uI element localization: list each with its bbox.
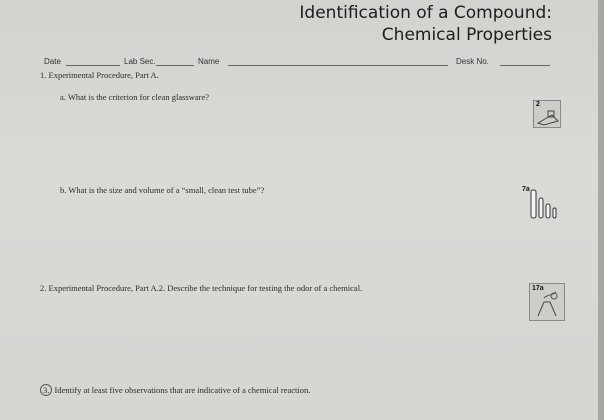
question-3-number: 3. [40,384,52,396]
date-label: Date [44,57,61,66]
odor-test-drawing [530,284,564,320]
test-tube-icon-number: 7a [522,186,530,193]
desk-label: Desk No. [456,57,489,66]
glassware-icon-number: 2 [536,101,540,108]
lab-sec-label: Lab Sec. [124,57,156,66]
glassware-drawing [534,101,560,127]
question-1a: a. What is the criterion for clean glassware? [60,92,209,102]
question-3 [40,385,310,395]
name-label: Name [198,57,220,66]
title-line-1: Identification of a Compound: [299,3,552,23]
odor-test-icon [529,283,565,321]
name-line [228,65,448,66]
odor-test-icon-number: 17a [532,285,544,292]
question-2: 2. Experimental Procedure, Part A.2. Describe the technique for testing the odor of a chemical. [40,283,363,293]
title-line-2: Chemical Properties [381,25,552,45]
lab-sec-line [156,65,194,66]
question-3-text: Identify at least five observations that are indicative of a chemical reaction. [54,385,311,395]
glassware-icon [533,100,561,128]
test-tube-icon [522,186,566,220]
desk-line [500,65,550,66]
date-line [66,65,120,66]
worksheet-title [299,2,552,46]
section-1-heading: 1. Experimental Procedure, Part A. [40,70,159,80]
page-edge [598,0,604,420]
question-1b: b. What is the size and volume of a “small, clean test tube”? [60,185,265,195]
test-tube-drawing [522,186,566,220]
